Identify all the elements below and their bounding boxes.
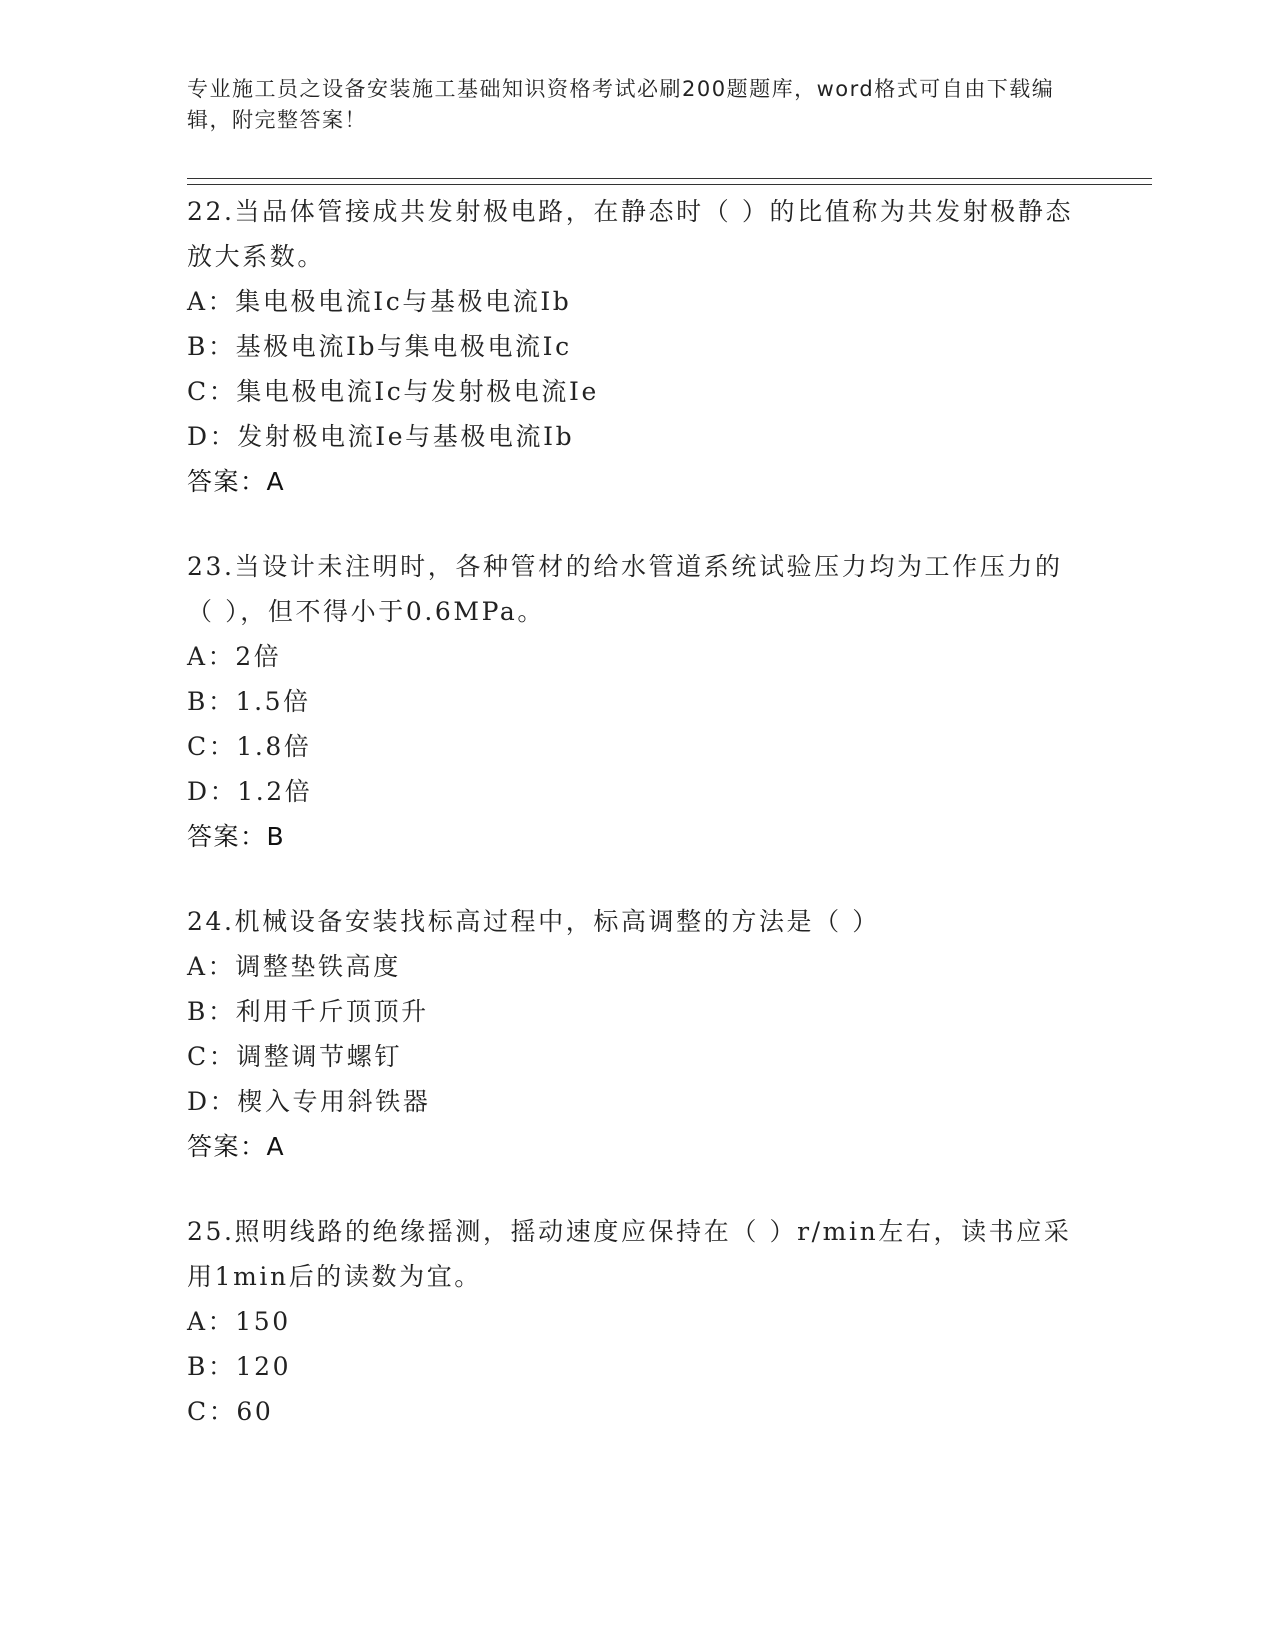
question-list xyxy=(187,189,1087,1474)
question-stem: 23.当设计未注明时，各种管材的给水管道系统试验压力均为工作压力的（ ），但不得小于0.6MPa。 xyxy=(187,552,1063,626)
question-23 xyxy=(187,544,1087,859)
option-b: B：基极电流Ib与集电极电流Ic xyxy=(187,332,572,361)
document-header: 专业施工员之设备安装施工基础知识资格考试必刷200题题库，word格式可自由下载编辑，附完整答案！ xyxy=(187,77,1055,132)
option-c: C：60 xyxy=(187,1397,274,1426)
option-c: C：调整调节螺钉 xyxy=(187,1042,402,1071)
option-d: D：1.2倍 xyxy=(187,777,313,806)
answer: 答案：B xyxy=(187,822,286,851)
question-22 xyxy=(187,189,1087,504)
option-b: B：利用千斤顶顶升 xyxy=(187,997,429,1026)
answer: 答案：A xyxy=(187,1132,286,1161)
question-stem: 25.照明线路的绝缘摇测，摇动速度应保持在（ ）r/min左右，读书应采用1min后的读数为宜。 xyxy=(187,1217,1072,1291)
option-b: B：1.5倍 xyxy=(187,687,311,716)
question-stem: 22.当品体管接成共发射极电路，在静态时（ ）的比值称为共发射极静态放大系数。 xyxy=(187,197,1074,271)
option-c: C：集电极电流Ic与发射极电流Ie xyxy=(187,377,599,406)
option-c: C：1.8倍 xyxy=(187,732,312,761)
header-divider-top xyxy=(187,178,1152,179)
option-a: A：调整垫铁高度 xyxy=(187,952,401,981)
option-a: A：2倍 xyxy=(187,642,282,671)
option-a: A：集电极电流Ic与基极电流Ib xyxy=(187,287,572,316)
option-d: D：发射极电流Ie与基极电流Ib xyxy=(187,422,575,451)
option-b: B：120 xyxy=(187,1352,292,1381)
option-a: A：150 xyxy=(187,1307,291,1336)
answer: 答案：A xyxy=(187,467,286,496)
question-25 xyxy=(187,1209,1087,1434)
header-divider-bottom xyxy=(187,184,1152,185)
question-24 xyxy=(187,899,1087,1169)
question-stem: 24.机械设备安装找标高过程中，标高调整的方法是（ ） xyxy=(187,907,880,936)
option-d: D：楔入专用斜铁器 xyxy=(187,1087,431,1116)
